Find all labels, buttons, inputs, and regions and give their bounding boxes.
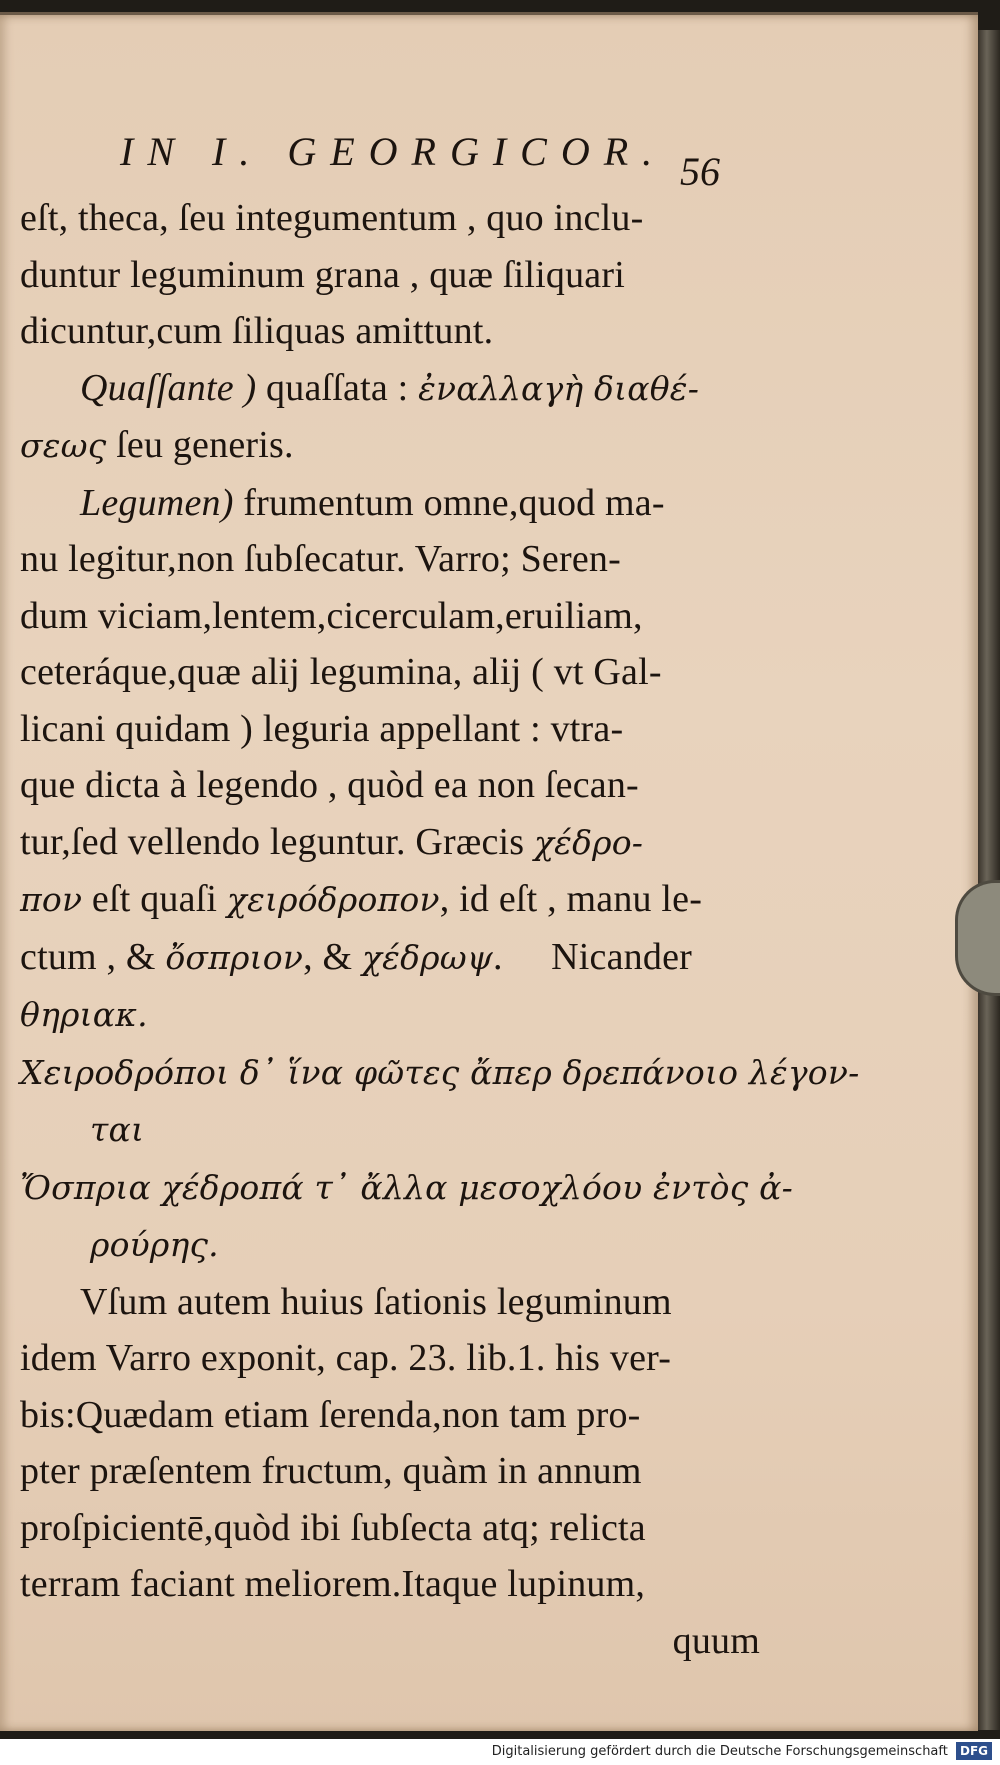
text-line: Legumen) frumentum omne,quod ma-	[80, 481, 665, 524]
text-line: que dicta à legendo , quòd ea non ſecan-	[20, 764, 639, 806]
verse-line	[20, 1044, 860, 1102]
lemma: Quaſſante )	[80, 366, 257, 409]
greek-text: πον	[20, 880, 83, 919]
text-line: proſpicientē,quòd ibi ſubſecta atq; relicta	[20, 1506, 646, 1549]
dfg-logo: DFG	[956, 1742, 992, 1760]
greek-text: σεως	[20, 426, 107, 465]
text-line: tur,ſed vellendo leguntur. Græcis χέδρο-	[20, 820, 644, 863]
footer-text: Digitalisierung gefördert durch die Deutsche Forschungsgemeinschaft	[491, 1744, 948, 1759]
text-line: idem Varro exponit, cap. 23. lib.1. his ver-	[20, 1337, 672, 1379]
greek-text: ἐναλλαγὴ διαθέ-	[418, 368, 700, 408]
text-line: dicuntur,cum ſiliquas amittunt.	[20, 310, 494, 352]
text-line: bis:Quædam etiam ſerenda,non tam pro-	[20, 1393, 641, 1436]
greek-text: ὄσπριον	[165, 937, 304, 977]
greek-text: Ὄσπρια χέδροπά τ᾽ ἄλλα μεσοχλόου ἐντὸς ἀ-	[20, 1167, 793, 1207]
text-line: licani quidam ) leguria appellant : vtra-	[20, 707, 624, 750]
greek-text: χέδρο-	[533, 822, 644, 862]
text-line: Vſum autem huius ſationis leguminum	[80, 1280, 672, 1323]
verse-line	[20, 1159, 793, 1217]
text-line: ceteráque,quæ alij legumina, alij ( vt Gal-	[20, 651, 662, 693]
lemma: Legumen)	[80, 481, 234, 524]
text-line: duntur leguminum grana , quæ ſiliquari	[20, 253, 625, 296]
text-line: dum viciam,lentem,cicerculam,eruiliam,	[20, 594, 643, 637]
text-line: Quaſſante ) quaſſata : ἐναλλαγὴ διαθέ-	[80, 366, 700, 409]
text-line: terram faciant meliorem.Itaque lupinum,	[20, 1563, 646, 1605]
greek-text: ρούρης.	[90, 1225, 219, 1264]
greek-text: χέδρωψ	[361, 937, 493, 977]
text-line: πον eſt quaſi χειρόδροπον, id eſt , manu le-	[20, 878, 703, 920]
greek-text: χειρόδροπον	[226, 880, 440, 919]
greek-text: Χειροδρόποι δ᾽ ἵνα φῶτες ἄπερ δρεπάνοιο λέγον-	[20, 1052, 860, 1092]
text-line: ctum , & ὄσπριον, & χέδρωψ. Nicander	[20, 935, 692, 978]
text-line	[20, 986, 760, 1044]
verse-line	[20, 1101, 760, 1159]
page-text	[20, 190, 860, 1669]
binding-clasp	[955, 880, 1000, 996]
greek-text: ται	[90, 1110, 145, 1149]
footer-attribution	[0, 1739, 1000, 1765]
text-line: σεως ſeu generis.	[20, 424, 294, 466]
verse-line	[20, 1216, 760, 1274]
catchword: quum	[672, 1619, 760, 1662]
page-number: 56	[680, 149, 720, 194]
greek-text: θηριακ.	[20, 995, 148, 1034]
text-line: nu legitur,non ſubſecatur. Varro; Seren-	[20, 538, 621, 580]
text-line: pter præſentem fructum, quàm in annum	[20, 1450, 642, 1492]
text-line: eſt, theca, ſeu integumentum , quo inclu-	[20, 197, 644, 239]
running-header: IN I. GEORGICOR.	[120, 129, 667, 174]
